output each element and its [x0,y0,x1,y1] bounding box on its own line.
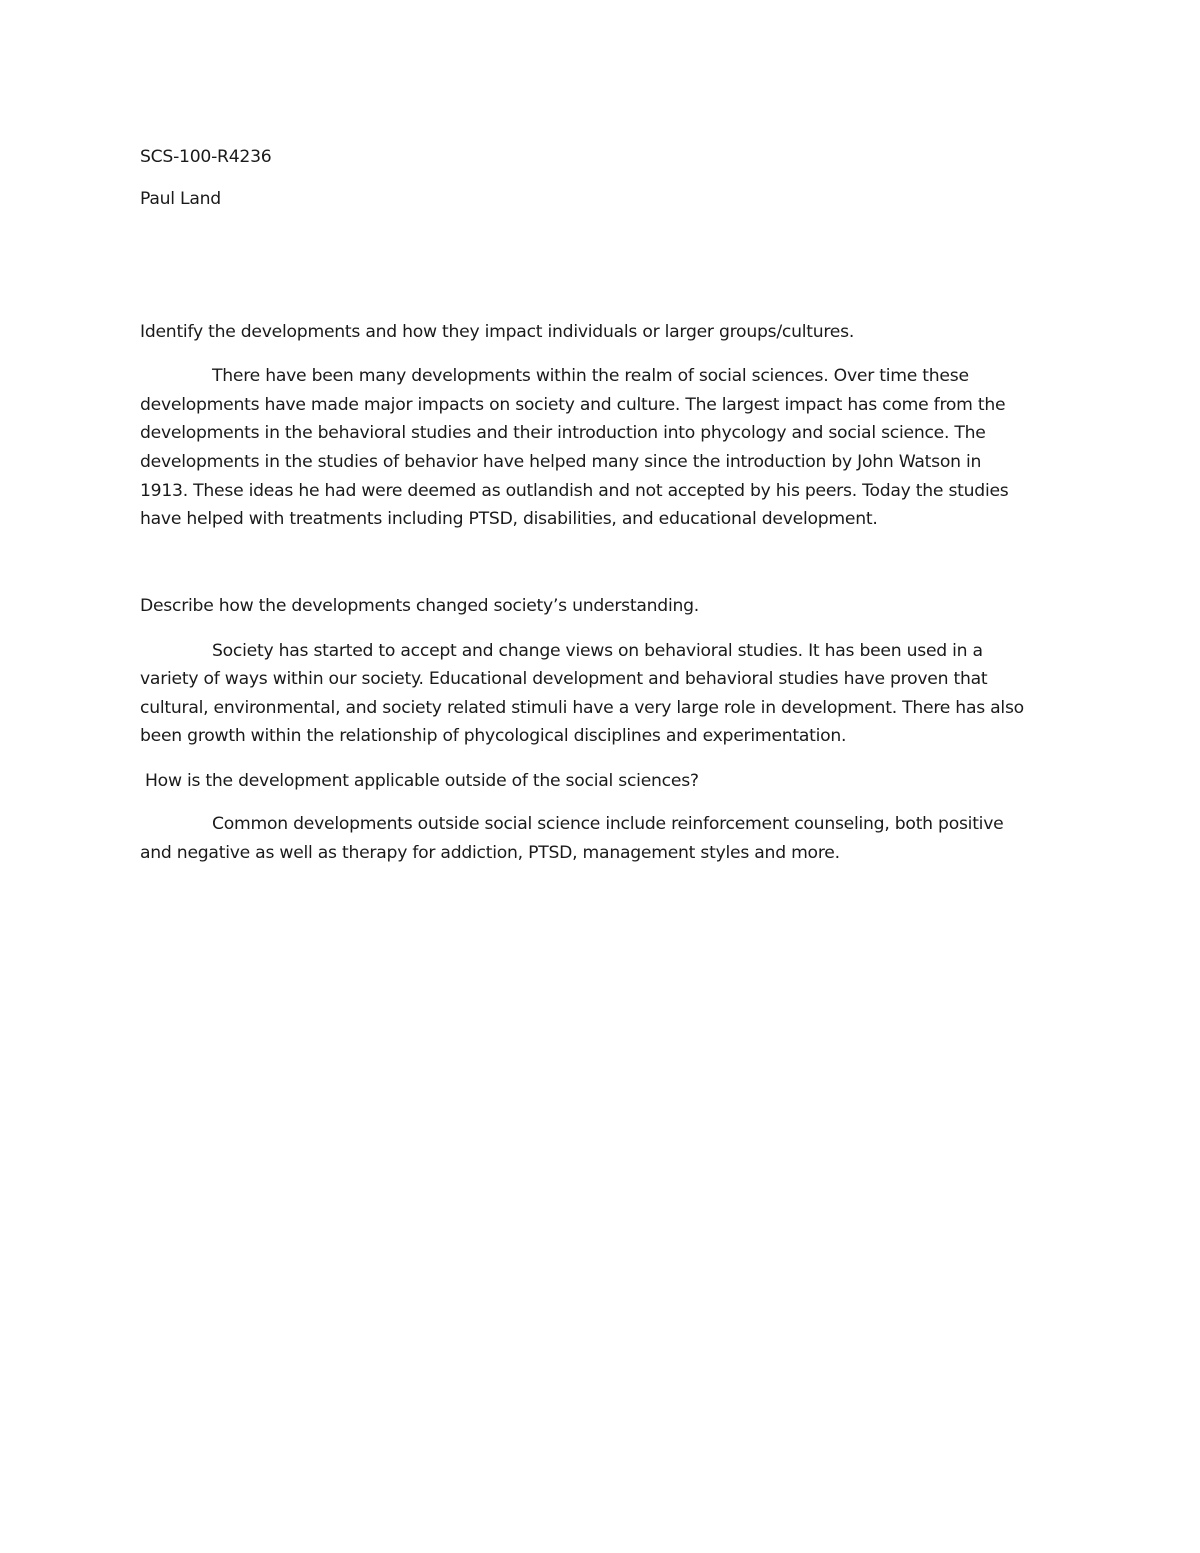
course-code: SCS-100-R4236 [140,147,272,167]
answer-line: There have been many developments within the realm of social sciences. Over time these [212,366,969,386]
answer-line: cultural, environmental, and society related stimuli have a very large role in development. There has also [140,698,1024,718]
answer-line: been growth within the relationship of phycological disciplines and experimentation. [140,726,847,746]
question-heading: How is the development applicable outside of the social sciences? [145,771,699,791]
answer-line: developments in the behavioral studies and their introduction into phycology and social science. The [140,423,986,443]
answer-line: developments have made major impacts on society and culture. The largest impact has come from the [140,395,1006,415]
answer-line: have helped with treatments including PTSD, disabilities, and educational development. [140,509,878,529]
answer-line: and negative as well as therapy for addiction, PTSD, management styles and more. [140,843,840,863]
author-name: Paul Land [140,189,221,209]
question-heading: Identify the developments and how they impact individuals or larger groups/cultures. [140,322,855,342]
answer-line: 1913. These ideas he had were deemed as outlandish and not accepted by his peers. Today the studies [140,481,1009,501]
answer-line: Society has started to accept and change views on behavioral studies. It has been used in a [212,641,983,661]
answer-line: developments in the studies of behavior have helped many since the introduction by John Watson in [140,452,982,472]
answer-line: Common developments outside social science include reinforcement counseling, both positive [212,814,1004,834]
question-heading: Describe how the developments changed society’s understanding. [140,596,699,616]
answer-line: variety of ways within our society. Educational development and behavioral studies have proven that [140,669,988,689]
